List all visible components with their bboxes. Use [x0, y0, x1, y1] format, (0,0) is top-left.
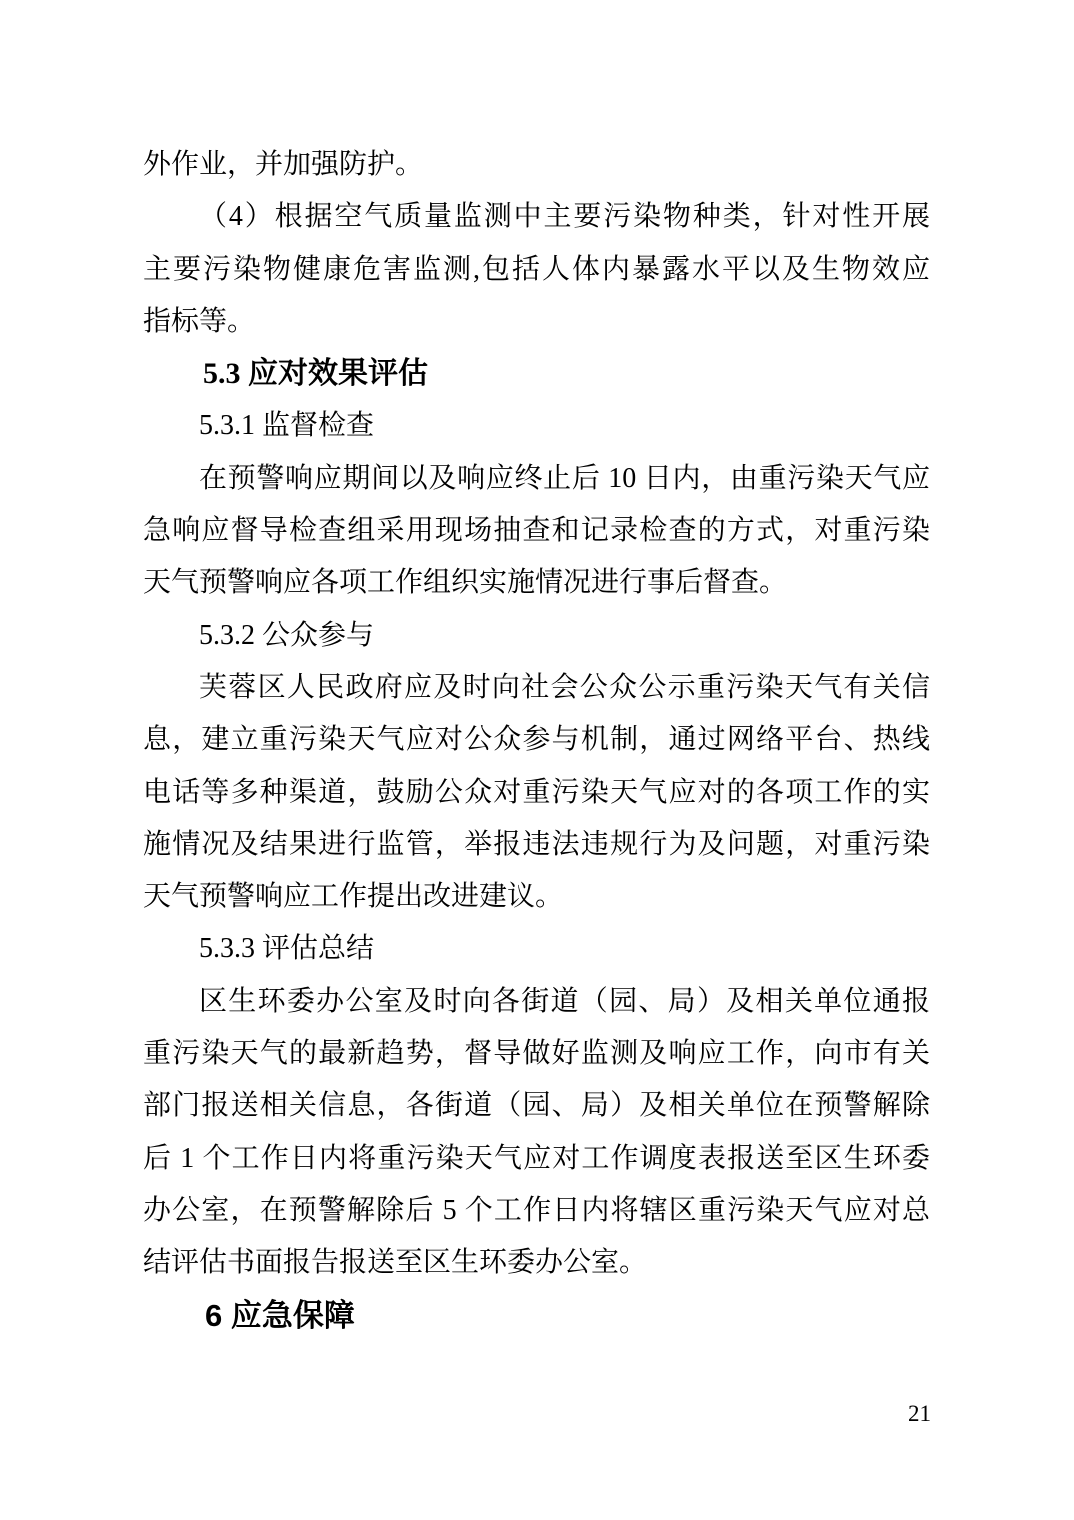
paragraph-line: 重污染天气的最新趋势，督导做好监测及响应工作，向市有关	[143, 1038, 930, 1070]
paragraph-line: 息，建立重污染天气应对公众参与机制，通过网络平台、热线	[143, 724, 930, 756]
paragraph-line: 结评估书面报告报送至区生环委办公室。	[143, 1247, 648, 1279]
paragraph-5-3-3	[143, 976, 930, 1290]
paragraph-line: 办公室，在预警解除后 5 个工作日内将辖区重污染天气应对总	[143, 1194, 930, 1226]
paragraph-line: 区生环委办公室及时向各街道（园、局）及相关单位通报	[199, 985, 930, 1017]
paragraph-line: 急响应督导检查组采用现场抽查和记录检查的方式，对重污染	[143, 515, 930, 547]
subsection-heading-5-3-1: 5.3.1 监督检查	[199, 410, 375, 442]
paragraph-line: 芙蓉区人民政府应及时向社会公众公示重污染天气有关信	[199, 671, 930, 703]
paragraph-line: 电话等多种渠道，鼓励公众对重污染天气应对的各项工作的实	[143, 776, 930, 808]
paragraph-line: 部门报送相关信息，各街道（园、局）及相关单位在预警解除	[143, 1090, 930, 1122]
paragraph-line: 施情况及结果进行监管，举报违法违规行为及问题，对重污染	[143, 828, 930, 860]
paragraph-5-3-1	[143, 453, 930, 610]
paragraph-line: 外作业，并加强防护。	[143, 149, 424, 180]
paragraph-line: 天气预警响应各项工作组织实施情况进行事后督查。	[143, 567, 788, 599]
paragraph-5-3-2	[143, 662, 930, 923]
paragraph-line: 在预警响应期间以及响应终止后 10 日内，由重污染天气应	[199, 462, 930, 494]
paragraph-line: 天气预警响应工作提出改进建议。	[143, 881, 564, 913]
paragraph-line: 后 1 个工作日内将重污染天气应对工作调度表报送至区生环委	[143, 1142, 930, 1174]
subsection-heading-5-3-3: 5.3.3 评估总结	[199, 933, 375, 965]
section-heading-5-3: 5.3 应对效果评估	[203, 357, 428, 391]
subsection-heading-5-3-2: 5.3.2 公众参与	[199, 619, 375, 651]
paragraph-line: （4）根据空气质量监测中主要污染物种类，针对性开展	[199, 201, 930, 233]
paragraph-item-4	[143, 191, 930, 348]
section-heading-6: 6 应急保障	[205, 1297, 355, 1333]
paragraph-carryover	[143, 139, 930, 191]
page-content	[143, 139, 930, 1342]
paragraph-line: 主要污染物健康危害监测,包括人体内暴露水平以及生物效应	[143, 253, 930, 285]
paragraph-line: 指标等。	[143, 305, 256, 337]
page-number: 21	[908, 1401, 931, 1426]
